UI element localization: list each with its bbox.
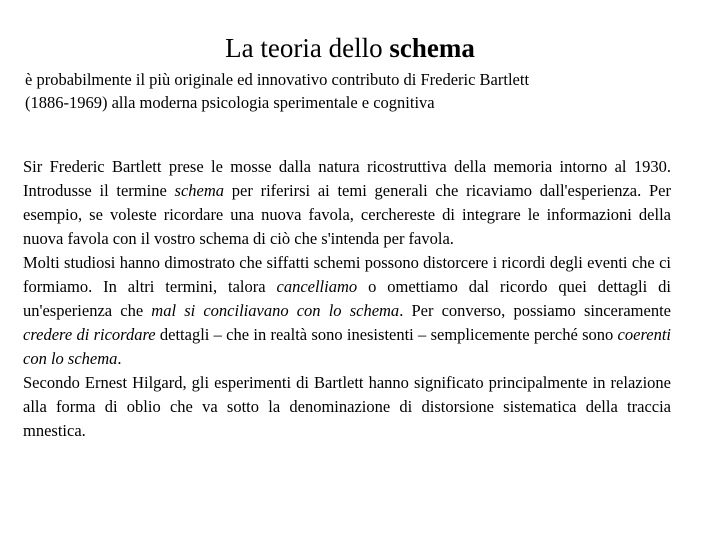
title-emphasis: schema — [389, 33, 475, 63]
p2-italic-mal-si-conciliavano: mal si conciliavano con lo schema — [151, 301, 400, 320]
paragraph-1 — [23, 155, 671, 251]
title-prefix: La teoria dello — [225, 33, 390, 63]
p2-italic-cancelliamo: cancelliamo — [276, 277, 358, 296]
p3-text-a: Secondo Ernest Hilgard, gli esperimenti di Bartlett hanno significato principalmente in relazione alla forma di oblio che va sotto la denominazione di distorsione sistematica della traccia mnestica. — [23, 373, 671, 440]
p2-text-g: dettagli – che in realtà sono inesistenti – semplicemente perché sono — [155, 325, 618, 344]
p1-text-c: per riferirsi ai temi generali che ricaviamo dall'esperienza. Per esempio, se voleste ricordare una nuova favola, cerchereste di integrare le informazioni della nuova favola con il vostro schema di ciò che s'intenda per favola. — [23, 181, 671, 248]
subtitle-line-1: è probabilmente il più originale ed innovativo contributo di Frederic Bartlett — [25, 70, 530, 89]
paragraph-3 — [23, 371, 671, 443]
body-text — [23, 155, 671, 443]
p2-italic-coerenti: coerenti con lo schema — [23, 325, 671, 368]
p2-text-i: . — [117, 349, 122, 368]
p2-text-a: Molti studiosi hanno dimostrato che siffatti schemi possono distorcere i ricordi degli eventi che ci formiamo. In altri termini, talora — [23, 253, 671, 296]
p2-italic-credere-di-ricordare: credere di ricordare — [23, 325, 156, 344]
paragraph-2 — [23, 251, 671, 371]
p2-text-c: o omettiamo dal ricordo quei dettagli di un'esperienza che — [23, 277, 671, 320]
slide-title — [0, 30, 700, 66]
p1-text-a: Sir Frederic Bartlett prese le mosse dalla natura ricostruttiva della memoria intorno al 1930. Introdusse il termine — [23, 157, 671, 200]
p1-italic-schema: schema — [174, 181, 225, 200]
subtitle-line-2: (1886-1969) alla moderna psicologia sperimentale e cognitiva — [25, 93, 435, 112]
p2-text-e: . Per converso, possiamo sinceramente — [399, 301, 671, 320]
subtitle — [25, 68, 705, 114]
